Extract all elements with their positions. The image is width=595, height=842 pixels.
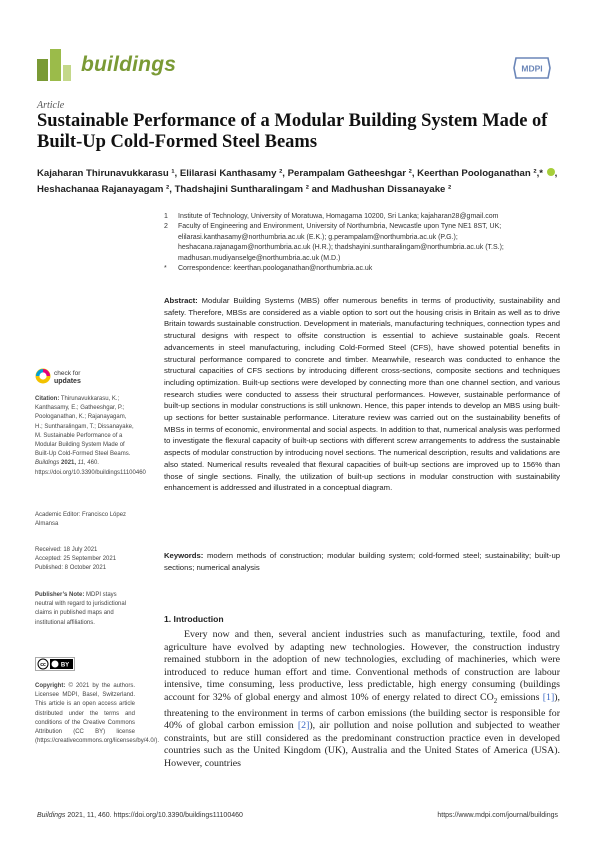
affiliations [164,212,564,274]
author-list: Kajaharan Thirunavukkarasu ¹, Elilarasi Kanthasamy ², Perampalam Gatheeshgar ², Keerthan Poologanathan ²,* , Heshachanaa Rajanayagam ², Thadshajini Suntharalingam ² and Madhushan Dissanayake ² [37,168,558,195]
footer-doi-link[interactable]: 2021, 11, 460. https://doi.org/10.3390/buildings11100460 [65,812,243,819]
publisher-note-text: MDPI stays neutral with regard to jurisdictional claims in published maps and institutional affiliations. [35,592,127,626]
authors-line-2: Heshachanaa Rajanayagam ², Thadshajini Suntharalingam ² and Madhushan Dissanayake ² [37,184,452,195]
journal-name: buildings [81,53,177,76]
citation-block [35,395,146,478]
affiliation-2 [164,222,564,264]
intro-text-2: emissions [497,691,543,703]
affiliation-text: Faculty of Engineering and Environment, University of Northumbria, Newcastle upon Tyne NE1 8ST, UK; elilarasi.kanthasamy@northumbria.ac.uk (E.K.); g.perampalam@northumbria.ac.uk (P.G.); heshacana.rajanagam@northumbria.ac.uk (H.R.); thadshayini.suntharalingam@northumbria.ac.uk (T.S.); madhusan.mudiyanselge@northumbria.ac.uk (M.D.) [178,223,504,262]
mdpi-logo-text: MDPI [521,63,543,74]
footer-journal: Buildings [37,812,66,819]
check-for-updates-button[interactable] [35,366,105,386]
intro-text-4: ), air pollution and noise pollution and subjected to weather constraints, but are still considered as the predominant construction practice even in developed countries such as the United Kingdom (UK), Australia and the United States of America (USA). However, countries [164,720,560,769]
footer-citation [37,812,243,819]
correspondence [164,264,564,274]
section-heading: 1. Introduction [164,614,224,624]
publication-dates [35,546,135,574]
article-type: Article [37,100,65,111]
publisher-note [35,591,135,628]
correspondence-text: Correspondence: keerthan.poologanathan@northumbria.ac.uk [178,265,373,273]
abstract [164,295,560,494]
creative-commons-icon[interactable] [35,657,75,671]
authors-line-1: Kajaharan Thirunavukkarasu ¹, Elilarasi Kanthasamy ², Perampalam Gatheeshgar ², Keerthan Poologanathan ²,* [37,168,543,179]
citation-volume: 11, [77,460,86,467]
citation-journal: Buildings [35,460,60,467]
mdpi-logo-icon [512,56,552,80]
citation-doi-link[interactable]: 460. https://doi.org/10.3390/buildings11100460 [35,460,146,476]
editor-label: Academic Editor: [35,512,81,518]
cc-text: cc [40,662,46,668]
intro-text-3: ), threatening to the environment in terms of carbon emissions (the building sector is responsible for 40% of global carbon emission [164,691,560,732]
cc-by-text: BY [60,662,70,669]
keywords-label: Keywords: [164,551,204,560]
published-date: Published: 8 October 2021 [35,565,107,572]
intro-text-1: Every now and then, several ancient industries such as manufacturing, textile, food and agriculture have evolved by adapting new technologies. However, the construction industry remained stubborn in the adoption of new technologies, excluding of machineries, which were introduced to reduce human effort and time. Conventional methods of construction are labour intensive, time consuming, less productive, less predictable, high energy consuming (buildings account for 32% of global energy and almost 10% of energy related to direct CO [164,629,560,703]
updates-text: updates [54,378,81,385]
affiliation-number: 1 [164,213,168,220]
received-date: Received: 18 July 2021 [35,547,98,553]
editor-name: Francisco López Almansa [35,512,127,528]
orcid-icon[interactable] [547,168,555,176]
citation-year: 2021, [61,460,77,467]
abstract-text: Modular Building Systems (MBS) offer numerous benefits in terms of productivity, sustainability and safety. Therefore, MBSs are considered as a viable option to sort out the housing crisis in Britain as well as to drive Britain towards sustainable construction. Development in materials, manufacturing techniques, connection types and structural designs with respect to offsite construction is essential to achieve sustainable goals. Recent advancements in steel manufacturing, including Cold-Formed Steel (CFS), have showed potential benefits in structural performance compared to concrete and timber. Meanwhile, research was conducted to enhance the structural capacities of CFS sections by introducing different cross-sections, composite sections and techniques including optimization. Built-up sections were developed by connecting more than one channel section, and various research studies were conducted to assess their structural performances. However, sustainable performance of built-up sections in modular constructions is still unknown. Hence, this paper intends to develop an MBS using built-up sections for better sustainable performance. Literature review was carried out on the sustainability benefits of MBSs in terms of economic, environmental and social aspects. In addition to that, numerical analysis was performed to investigate the flexural capacity of built-up sections with different screw arrangements to address the sustainable aspects of modular construction by introducing novel sections. The numerical description, results and validations are also stated. Numerical results revealed that flexural capacities of built-up sections are improved up to 156% than those of single sections. Finally, the utilization of built-up sections in modular construction with sustainability enhancement is addressed and illustrated in a conceptual diagram. [164,296,561,493]
subscript: 2 [493,697,498,705]
publisher-note-label: Publisher’s Note: [35,592,85,598]
footer-journal-url[interactable]: https://www.mdpi.com/journal/buildings [437,812,558,819]
abstract-label: Abstract: [164,296,198,305]
paper-title: Sustainable Performance of a Modular Building System Made of Built-Up Cold-Formed Steel Beams [37,111,548,152]
affiliation-text: Institute of Technology, University of Moratuwa, Homagama 10200, Sri Lanka; kajaharan28@gmail.com [178,213,499,220]
copyright-block [35,682,160,746]
academic-editor [35,511,135,529]
reference-link-2[interactable]: [2] [297,720,310,732]
accepted-date: Accepted: 25 September 2021 [35,556,117,563]
citation-label: Citation: [35,396,60,402]
citation-text: Thirunavukkarasu, K.; Kanthasamy, E.; Gatheeshgar, P.; Poologanathan, K.; Rajanayagam, H.; Suntharalingam, T.; Dissanayake, M. Sustainable Performance of a Modular Building System Made of Built-Up Cold-Formed Steel Beams. [35,396,134,458]
affiliation-1 [164,212,564,222]
keywords-text: modern methods of construction; modular building system; cold-formed steel; sustainability; built-up sections; numerical analysis [164,551,561,572]
introduction-paragraph [164,629,560,770]
copyright-label: Copyright: [35,683,66,689]
copyright-text: © 2021 by the authors. Licensee MDPI, Basel, Switzerland. This article is an open access article distributed under the terms and conditions of the Creative Commons Attribution (CC BY) license (https://creativecommons.org/licenses/by/4.0/). [35,683,160,745]
affiliation-number: 2 [164,223,168,231]
affiliation-number: * [164,265,167,273]
journal-logo-icon [37,45,77,81]
keywords [164,550,560,573]
reference-link-1[interactable]: [1] [542,691,555,703]
check-for-text: check for [54,370,81,377]
